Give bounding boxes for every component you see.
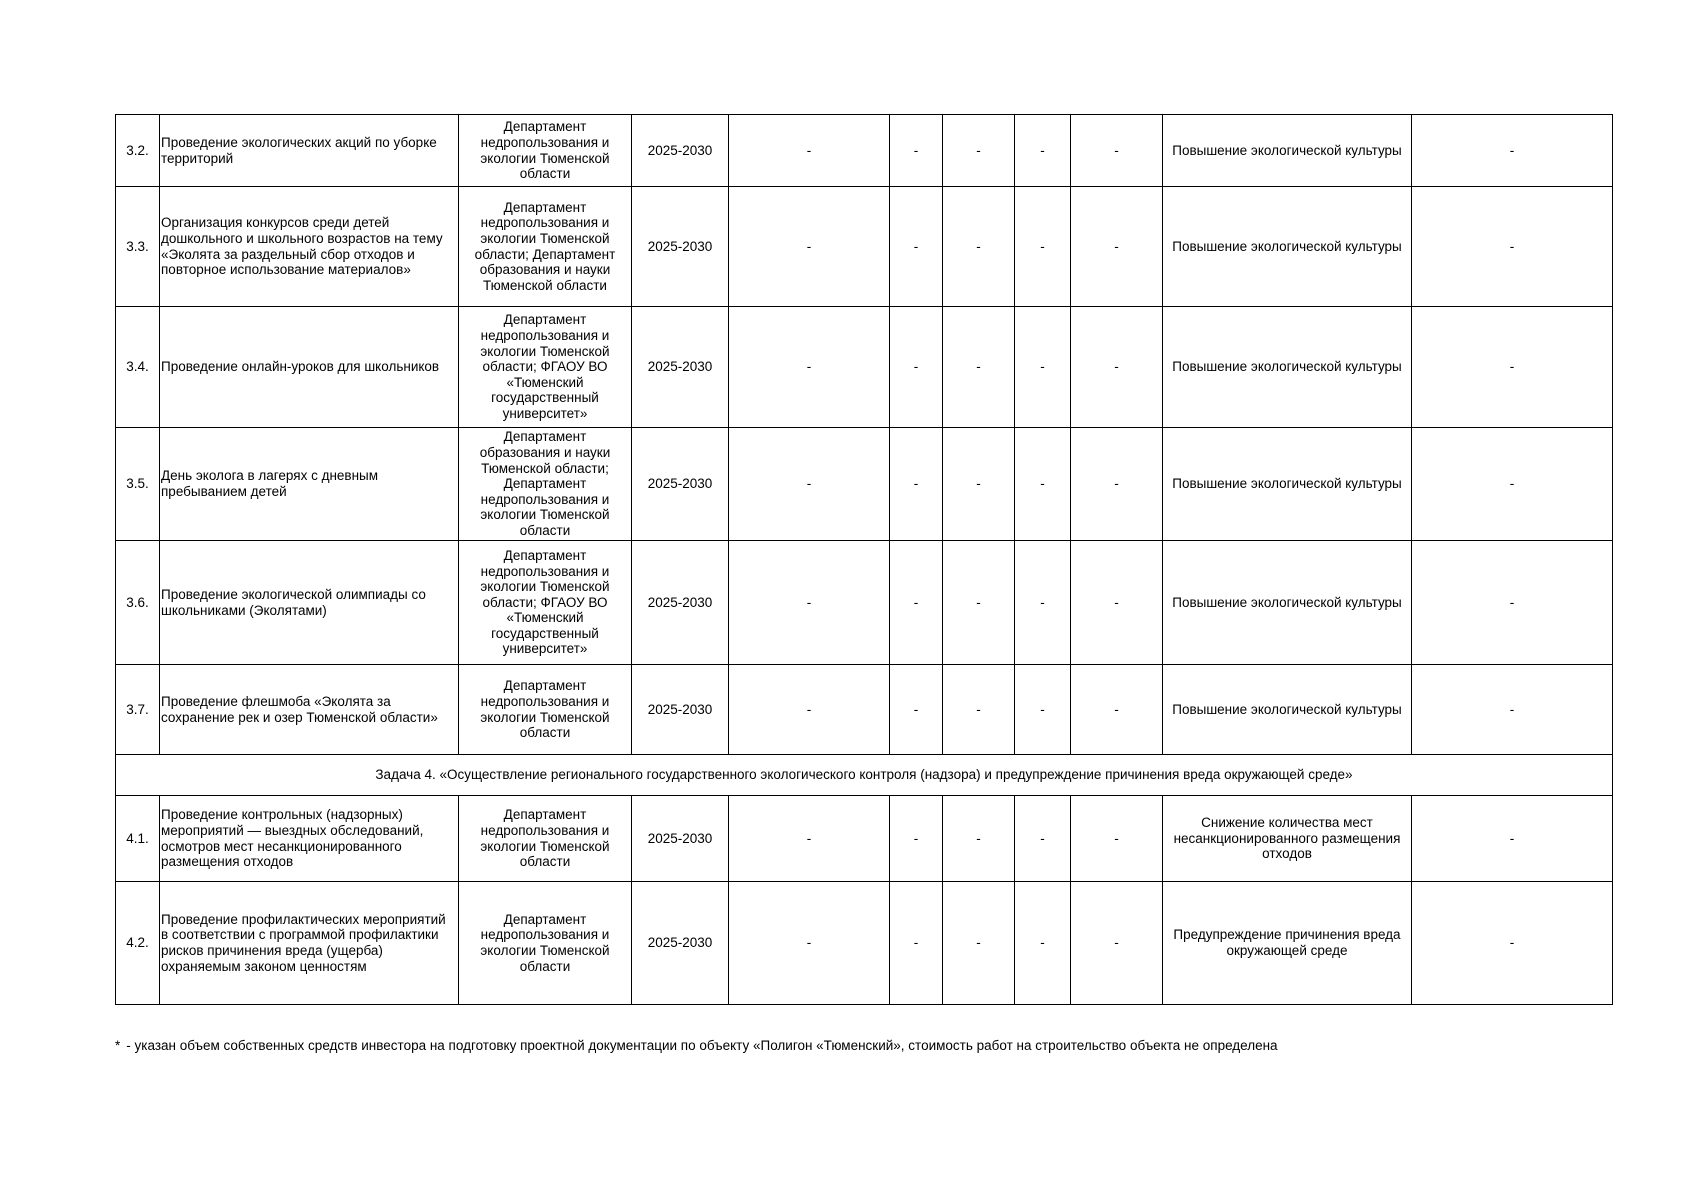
measure-name: Проведение экологических акций по уборке территорий — [160, 115, 459, 187]
table-row — [116, 796, 1613, 882]
expected-result: Предупреждение причинения вреда окружающей среде — [1163, 882, 1412, 1005]
last-cell: - — [1412, 882, 1613, 1005]
measure-name: Проведение контрольных (надзорных) мероприятий — выездных обследований, осмотров мест несанкционированного размещения отходов — [160, 796, 459, 882]
value-cell: - — [943, 428, 1015, 541]
period: 2025-2030 — [632, 307, 729, 428]
value-cell: - — [890, 796, 943, 882]
period: 2025-2030 — [632, 187, 729, 307]
row-number: 3.3. — [116, 187, 160, 307]
value-cell: - — [890, 882, 943, 1005]
executor: Департамент образования и науки Тюменской области; Департамент недропользования и экологии Тюменской области — [459, 428, 632, 541]
executor: Департамент недропользования и экологии Тюменской области — [459, 665, 632, 755]
last-cell: - — [1412, 541, 1613, 665]
value-cell: - — [890, 115, 943, 187]
value-cell: - — [890, 665, 943, 755]
table-row — [116, 187, 1613, 307]
value-cell: - — [1015, 187, 1071, 307]
table-row — [116, 428, 1613, 541]
row-number: 4.1. — [116, 796, 160, 882]
table-section-task-4-header — [116, 755, 1613, 796]
period: 2025-2030 — [632, 541, 729, 665]
expected-result: Повышение экологической культуры — [1163, 307, 1412, 428]
value-cell: - — [943, 307, 1015, 428]
value-cell: - — [729, 428, 890, 541]
value-cell: - — [943, 541, 1015, 665]
value-cell: - — [1071, 796, 1163, 882]
value-cell: - — [1015, 307, 1071, 428]
value-cell: - — [1071, 307, 1163, 428]
value-cell: - — [1071, 428, 1163, 541]
executor: Департамент недропользования и экологии Тюменской области; ФГАОУ ВО «Тюменский государственный университет» — [459, 307, 632, 428]
table-row — [116, 115, 1613, 187]
value-cell: - — [729, 665, 890, 755]
footnote-text: - указан объем собственных средств инвестора на подготовку проектной документации по объекту «Полигон «Тюменский», стоимость работ на строительство объекта не определена — [126, 1038, 1278, 1053]
value-cell: - — [1071, 115, 1163, 187]
expected-result: Повышение экологической культуры — [1163, 541, 1412, 665]
value-cell: - — [1071, 665, 1163, 755]
value-cell: - — [1071, 882, 1163, 1005]
value-cell: - — [943, 882, 1015, 1005]
executor: Департамент недропользования и экологии Тюменской области — [459, 796, 632, 882]
table-row — [116, 541, 1613, 665]
expected-result: Повышение экологической культуры — [1163, 187, 1412, 307]
value-cell: - — [943, 796, 1015, 882]
value-cell: - — [890, 541, 943, 665]
footnote — [115, 1038, 1278, 1053]
table-section-task-3 — [116, 115, 1613, 755]
expected-result: Повышение экологической культуры — [1163, 665, 1412, 755]
executor: Департамент недропользования и экологии Тюменской области — [459, 115, 632, 187]
value-cell: - — [1015, 796, 1071, 882]
measure-name: Проведение профилактических мероприятий в соответствии с программой профилактики рисков причинения вреда (ущерба) охраняемым законом ценностям — [160, 882, 459, 1005]
last-cell: - — [1412, 796, 1613, 882]
table-section-task-4 — [116, 796, 1613, 1005]
period: 2025-2030 — [632, 428, 729, 541]
last-cell: - — [1412, 665, 1613, 755]
row-number: 3.5. — [116, 428, 160, 541]
measure-name: Организация конкурсов среди детей дошкольного и школьного возрастов на тему «Эколята за раздельный сбор отходов и повторное использование материалов» — [160, 187, 459, 307]
expected-result: Снижение количества мест несанкционированного размещения отходов — [1163, 796, 1412, 882]
task-header-row — [116, 755, 1613, 796]
table-row — [116, 665, 1613, 755]
value-cell: - — [890, 187, 943, 307]
value-cell: - — [890, 307, 943, 428]
value-cell: - — [943, 115, 1015, 187]
value-cell: - — [1015, 665, 1071, 755]
value-cell: - — [729, 115, 890, 187]
period: 2025-2030 — [632, 665, 729, 755]
value-cell: - — [729, 882, 890, 1005]
value-cell: - — [1071, 187, 1163, 307]
row-number: 3.6. — [116, 541, 160, 665]
value-cell: - — [729, 796, 890, 882]
table-row — [116, 882, 1613, 1005]
period: 2025-2030 — [632, 115, 729, 187]
last-cell: - — [1412, 307, 1613, 428]
measure-name: Проведение онлайн-уроков для школьников — [160, 307, 459, 428]
row-number: 4.2. — [116, 882, 160, 1005]
executor: Департамент недропользования и экологии Тюменской области — [459, 882, 632, 1005]
task-header: Задача 4. «Осуществление регионального государственного экологического контроля (надзора) и предупреждение причинения вреда окружающей среде» — [116, 755, 1613, 796]
value-cell: - — [1015, 541, 1071, 665]
row-number: 3.2. — [116, 115, 160, 187]
last-cell: - — [1412, 115, 1613, 187]
table-row — [116, 307, 1613, 428]
measure-name: День эколога в лагерях с дневным пребыванием детей — [160, 428, 459, 541]
value-cell: - — [1015, 882, 1071, 1005]
value-cell: - — [729, 541, 890, 665]
value-cell: - — [729, 187, 890, 307]
measure-name: Проведение флешмоба «Эколята за сохранение рек и озер Тюменской области» — [160, 665, 459, 755]
footnote-marker: * — [115, 1038, 121, 1053]
measures-table — [115, 114, 1613, 1005]
row-number: 3.7. — [116, 665, 160, 755]
executor: Департамент недропользования и экологии Тюменской области; Департамент образования и науки Тюменской области — [459, 187, 632, 307]
row-number: 3.4. — [116, 307, 160, 428]
measure-name: Проведение экологической олимпиады со школьниками (Эколятами) — [160, 541, 459, 665]
value-cell: - — [943, 665, 1015, 755]
value-cell: - — [943, 187, 1015, 307]
period: 2025-2030 — [632, 882, 729, 1005]
value-cell: - — [1071, 541, 1163, 665]
value-cell: - — [1015, 115, 1071, 187]
executor: Департамент недропользования и экологии Тюменской области; ФГАОУ ВО «Тюменский государственный университет» — [459, 541, 632, 665]
last-cell: - — [1412, 187, 1613, 307]
expected-result: Повышение экологической культуры — [1163, 115, 1412, 187]
expected-result: Повышение экологической культуры — [1163, 428, 1412, 541]
value-cell: - — [729, 307, 890, 428]
value-cell: - — [1015, 428, 1071, 541]
value-cell: - — [890, 428, 943, 541]
period: 2025-2030 — [632, 796, 729, 882]
last-cell: - — [1412, 428, 1613, 541]
